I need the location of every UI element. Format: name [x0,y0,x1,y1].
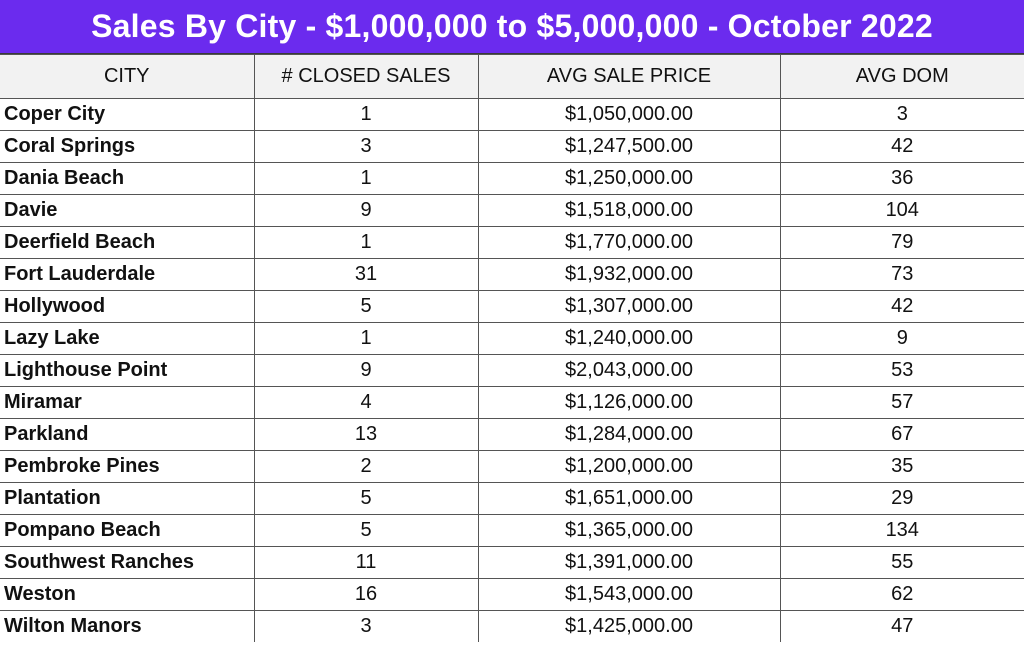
closed-sales-cell: 16 [254,579,478,611]
closed-sales-cell: 11 [254,547,478,579]
city-cell: Hollywood [0,291,254,323]
closed-sales-cell: 1 [254,227,478,259]
table-row [0,483,1024,515]
sales-by-city-table [0,54,1024,642]
avg-sale-price-cell: $1,391,000.00 [478,547,780,579]
city-cell: Southwest Ranches [0,547,254,579]
closed-sales-cell: 1 [254,99,478,131]
page-title: Sales By City - $1,000,000 to $5,000,000 - October 2022 [0,0,1024,54]
avg-sale-price-cell: $1,200,000.00 [478,451,780,483]
city-cell: Wilton Manors [0,611,254,643]
city-cell: Pembroke Pines [0,451,254,483]
closed-sales-cell: 2 [254,451,478,483]
avg-dom-cell: 42 [780,131,1024,163]
city-cell: Miramar [0,387,254,419]
column-header-avg-sale-price: AVG SALE PRICE [478,55,780,99]
table-row [0,547,1024,579]
avg-dom-cell: 62 [780,579,1024,611]
closed-sales-cell: 3 [254,131,478,163]
city-cell: Lighthouse Point [0,355,254,387]
closed-sales-cell: 5 [254,515,478,547]
avg-dom-cell: 53 [780,355,1024,387]
table-row [0,515,1024,547]
avg-sale-price-cell: $1,284,000.00 [478,419,780,451]
avg-sale-price-cell: $1,247,500.00 [478,131,780,163]
column-header-closed-sales: # CLOSED SALES [254,55,478,99]
closed-sales-cell: 31 [254,259,478,291]
header-row [0,55,1024,99]
avg-sale-price-cell: $2,043,000.00 [478,355,780,387]
avg-sale-price-cell: $1,050,000.00 [478,99,780,131]
table-row [0,227,1024,259]
table-row [0,579,1024,611]
avg-dom-cell: 35 [780,451,1024,483]
table-row [0,611,1024,643]
closed-sales-cell: 5 [254,483,478,515]
avg-sale-price-cell: $1,126,000.00 [478,387,780,419]
closed-sales-cell: 4 [254,387,478,419]
table-row [0,291,1024,323]
city-cell: Dania Beach [0,163,254,195]
avg-sale-price-cell: $1,651,000.00 [478,483,780,515]
table-row [0,131,1024,163]
closed-sales-cell: 3 [254,611,478,643]
table-body [0,99,1024,643]
table-row [0,355,1024,387]
avg-dom-cell: 134 [780,515,1024,547]
avg-sale-price-cell: $1,543,000.00 [478,579,780,611]
table-row [0,419,1024,451]
city-cell: Fort Lauderdale [0,259,254,291]
avg-dom-cell: 55 [780,547,1024,579]
avg-sale-price-cell: $1,365,000.00 [478,515,780,547]
city-cell: Deerfield Beach [0,227,254,259]
avg-dom-cell: 36 [780,163,1024,195]
closed-sales-cell: 9 [254,355,478,387]
avg-sale-price-cell: $1,932,000.00 [478,259,780,291]
city-cell: Coral Springs [0,131,254,163]
table-row [0,99,1024,131]
table-row [0,259,1024,291]
table-row [0,323,1024,355]
avg-dom-cell: 42 [780,291,1024,323]
city-cell: Davie [0,195,254,227]
avg-dom-cell: 73 [780,259,1024,291]
avg-sale-price-cell: $1,240,000.00 [478,323,780,355]
avg-dom-cell: 67 [780,419,1024,451]
closed-sales-cell: 5 [254,291,478,323]
avg-sale-price-cell: $1,250,000.00 [478,163,780,195]
avg-dom-cell: 47 [780,611,1024,643]
city-cell: Weston [0,579,254,611]
avg-dom-cell: 104 [780,195,1024,227]
avg-dom-cell: 79 [780,227,1024,259]
city-cell: Pompano Beach [0,515,254,547]
avg-dom-cell: 9 [780,323,1024,355]
city-cell: Lazy Lake [0,323,254,355]
avg-sale-price-cell: $1,518,000.00 [478,195,780,227]
table-row [0,387,1024,419]
closed-sales-cell: 1 [254,163,478,195]
closed-sales-cell: 13 [254,419,478,451]
avg-sale-price-cell: $1,307,000.00 [478,291,780,323]
column-header-avg-dom: AVG DOM [780,55,1024,99]
city-cell: Plantation [0,483,254,515]
city-cell: Parkland [0,419,254,451]
closed-sales-cell: 1 [254,323,478,355]
column-header-city: CITY [0,55,254,99]
city-cell: Coper City [0,99,254,131]
table-row [0,163,1024,195]
avg-sale-price-cell: $1,425,000.00 [478,611,780,643]
table-row [0,195,1024,227]
avg-sale-price-cell: $1,770,000.00 [478,227,780,259]
closed-sales-cell: 9 [254,195,478,227]
avg-dom-cell: 57 [780,387,1024,419]
avg-dom-cell: 3 [780,99,1024,131]
avg-dom-cell: 29 [780,483,1024,515]
table-row [0,451,1024,483]
